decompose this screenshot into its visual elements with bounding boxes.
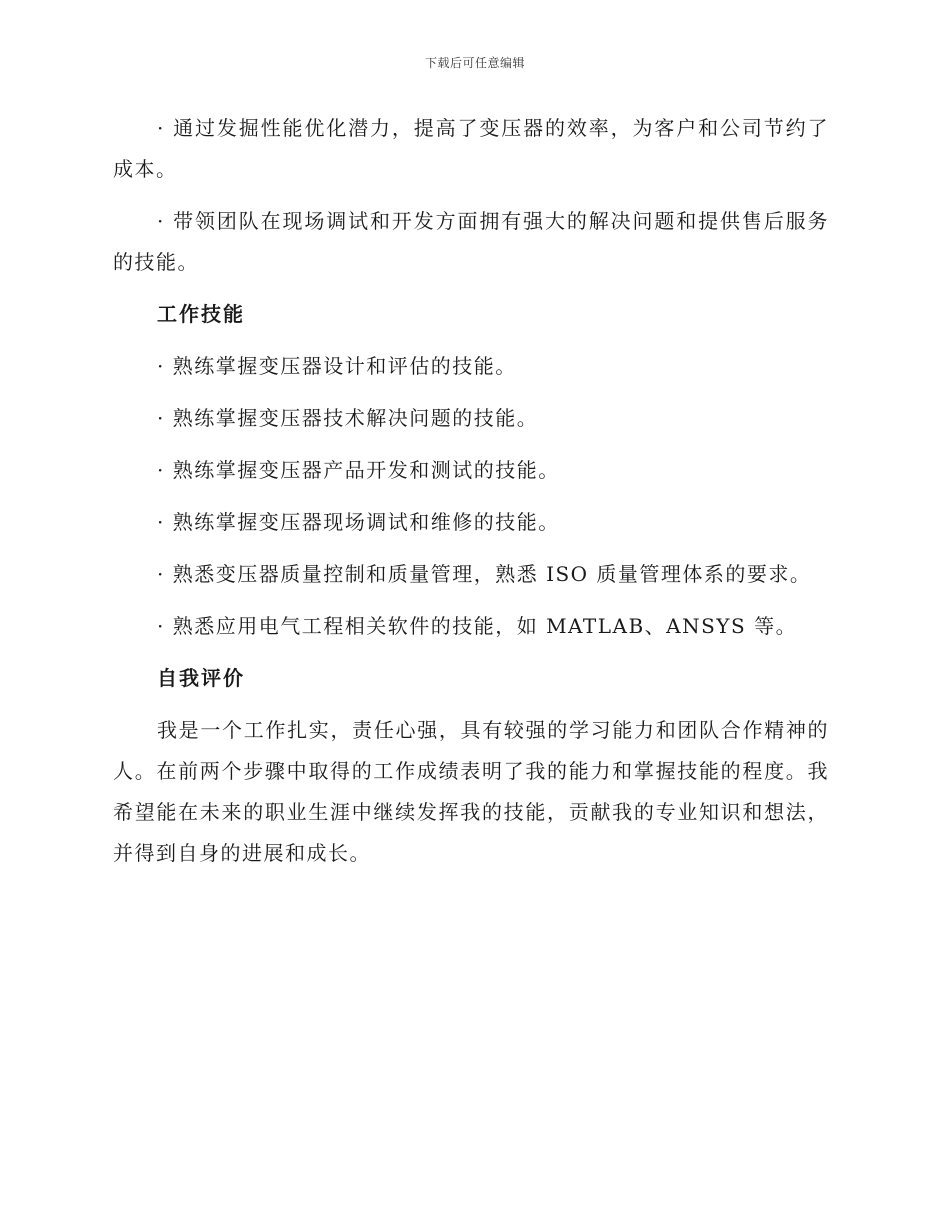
section-heading-self-evaluation: 自我评价 (157, 666, 245, 690)
document-body (113, 108, 829, 885)
skill-item-2: · 熟练掌握变压器技术解决问题的技能。 (157, 406, 539, 430)
skill-item-5: · 熟悉变压器质量控制和质量管理，熟悉 ISO 质量管理体系的要求。 (157, 562, 812, 586)
skill-item-6: · 熟悉应用电气工程相关软件的技能，如 MATLAB、ANSYS 等。 (157, 614, 798, 638)
self-evaluation-paragraph: 我是一个工作扎实，责任心强，具有较强的学习能力和团队合作精神的人。在前两个步骤中取得的工作成绩表明了我的能力和掌握技能的程度。我希望能在未来的职业生涯中继续发挥我的技能，贡献我的专业知识和想法，并得到自身的进展和成长。 (113, 718, 829, 865)
section-heading-skills: 工作技能 (157, 302, 245, 326)
skill-item-1: · 熟练掌握变压器设计和评估的技能。 (157, 354, 517, 378)
skill-item-4: · 熟练掌握变压器现场调试和维修的技能。 (157, 510, 560, 534)
skill-item-3: · 熟练掌握变压器产品开发和测试的技能。 (157, 458, 560, 482)
header-note: 下载后可任意编辑 (424, 56, 525, 70)
achievement-paragraph-1: · 通过发掘性能优化潜力，提高了变压器的效率，为客户和公司节约了成本。 (113, 116, 829, 181)
achievement-paragraph-2: · 带领团队在现场调试和开发方面拥有强大的解决问题和提供售后服务的技能。 (113, 209, 829, 274)
